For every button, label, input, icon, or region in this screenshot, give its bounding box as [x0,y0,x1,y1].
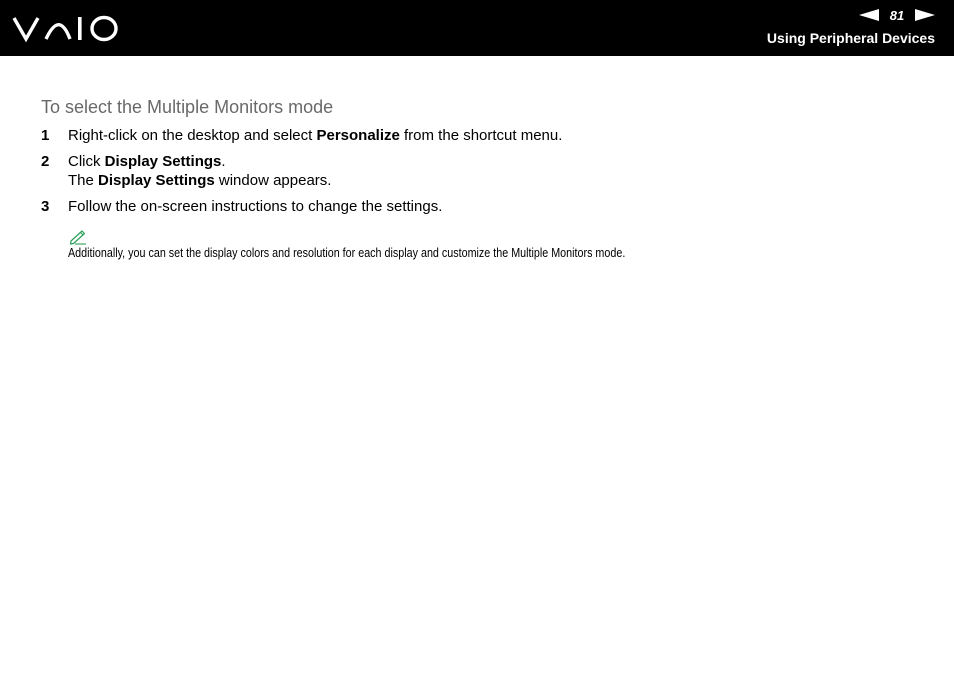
pencil-note-icon [68,229,88,245]
step-text [68,197,921,216]
step-text-bold: Personalize [316,127,400,144]
triangle-left-icon[interactable] [858,8,880,22]
step-text-plain: Right-click on the desktop and select [68,127,317,144]
step-item [41,152,921,190]
page-header [0,0,954,56]
step-text-plain: window appears. [214,172,332,189]
step-text-bold: Display Settings [104,153,222,170]
step-item [41,197,921,216]
page-number: 81 [889,7,905,23]
step-number: 1 [41,127,50,144]
step-text-plain: from the shortcut menu. [399,127,563,144]
step-text [68,126,921,145]
section-title: Using Peripheral Devices [766,30,935,46]
step-text-plain: Click [68,153,105,170]
step-text-plain: Follow the on-screen instructions to change the settings. [68,198,443,215]
procedure-heading: To select the Multiple Monitors mode [41,97,334,117]
note-block [68,229,928,261]
vaio-logo [12,14,120,44]
triangle-right-icon[interactable] [914,8,936,22]
step-text-bold: Display Settings [98,172,215,189]
step-text [68,152,921,190]
step-item [41,126,921,145]
step-number: 3 [41,198,50,215]
step-list [41,126,921,223]
step-text-plain: . [221,153,226,170]
step-number: 2 [41,153,50,170]
page-navigation [858,6,936,24]
step-text-plain: The [68,172,99,189]
note-text: Additionally, you can set the display colors and resolution for each display and customize the Multiple Monitors mode. [68,246,626,260]
